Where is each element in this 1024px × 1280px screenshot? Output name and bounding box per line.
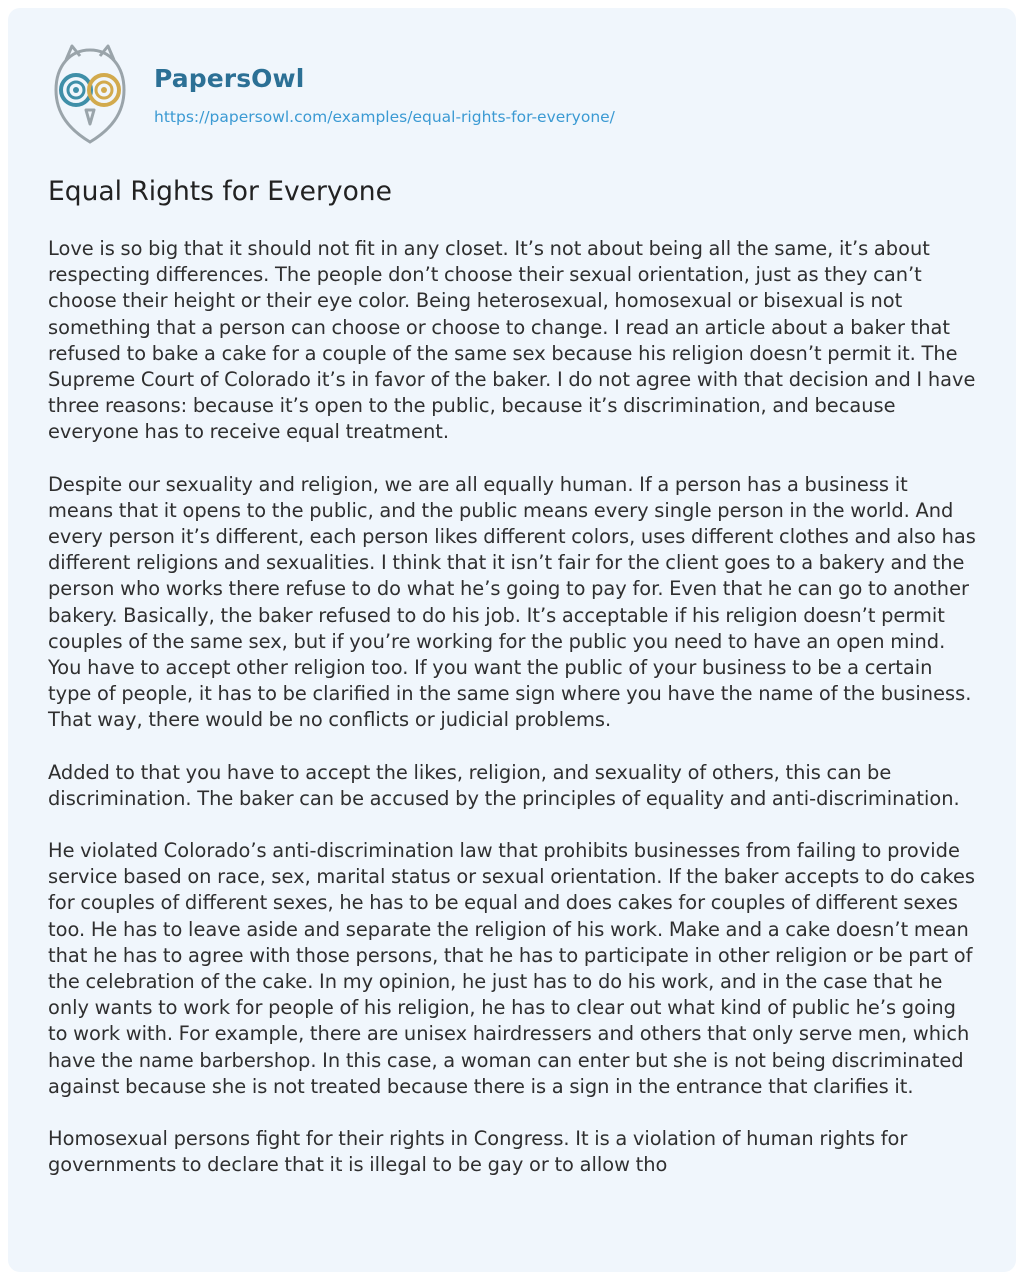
brand-name[interactable]: PapersOwl (154, 64, 305, 93)
site-header (48, 38, 968, 148)
essay-paragraph: Despite our sexuality and religion, we are all equally human. If a person has a business it means that it opens to the public, and the public means every single person in the world. And every person it’s different, each person likes different colors, uses different clothes and also has different religions and sexualities. I think that it isn’t fair for the client goes to a bakery and the person who works there refuse to do what he’s going to pay for. Even that he can go to another bakery. Basically, the baker refused to do his job. It’s acceptable if his religion doesn’t permit couples of the same sex, but if you’re working for the public you need to have an open mind. You have to accept other religion too. If you want the public of your business to be a certain type of people, it has to be clarified in the same sign where you have the name of the business. That way, there would be no conflicts or judicial problems. (48, 472, 976, 732)
essay-paragraph: Homosexual persons fight for their rights in Congress. It is a violation of human rights for governments to declare that it is illegal to be gay or to allow tho (48, 1127, 908, 1177)
essay-card (8, 8, 1016, 1272)
essay-body (48, 236, 978, 1205)
source-url-link[interactable]: https://papersowl.com/examples/equal-rights-for-everyone/ (154, 108, 615, 126)
essay-paragraph: Love is so big that it should not fit in any closet. It’s not about being all the same, it’s about respecting differences. The people don’t choose their sexual orientation, just as they can’t choose their height or their eye color. Being heterosexual, homosexual or bisexual is not something that a person can choose or choose to change. I read an article about a baker that refused to bake a cake for a couple of the same sex because his religion doesn’t permit it. The Supreme Court of Colorado it’s in favor of the baker. I do not agree with that decision and I have three reasons: because it’s open to the public, because it’s discrimination, and because everyone has to receive equal treatment. (48, 237, 976, 444)
essay-paragraph: He violated Colorado’s anti-discrimination law that prohibits businesses from failing to provide service based on race, sex, marital status or sexual orientation. If the baker accepts to do cakes for couples of different sexes, he has to be equal and does cakes for couples of different sexes too. He has to leave aside and separate the religion of his work. Make and a cake doesn’t mean that he has to agree with those persons, that he has to participate in other religion or be part of the celebration of the cake. In my opinion, he just has to do his work, and in the case that he only wants to work for people of his religion, he has to clear out what kind of public he’s going to work with. For example, there are unisex hairdressers and others that only serve men, which have the name barbershop. In this case, a woman can enter but she is not being discriminated against because she is not treated because there is a sign in the entrance that clarifies it. (48, 839, 975, 1098)
owl-logo-icon (48, 38, 132, 148)
essay-paragraph: Added to that you have to accept the likes, religion, and sexuality of others, this can be discrimination. The baker can be accused by the principles of equality and anti-discrimination. (48, 760, 960, 810)
page-title: Equal Rights for Everyone (48, 176, 392, 207)
